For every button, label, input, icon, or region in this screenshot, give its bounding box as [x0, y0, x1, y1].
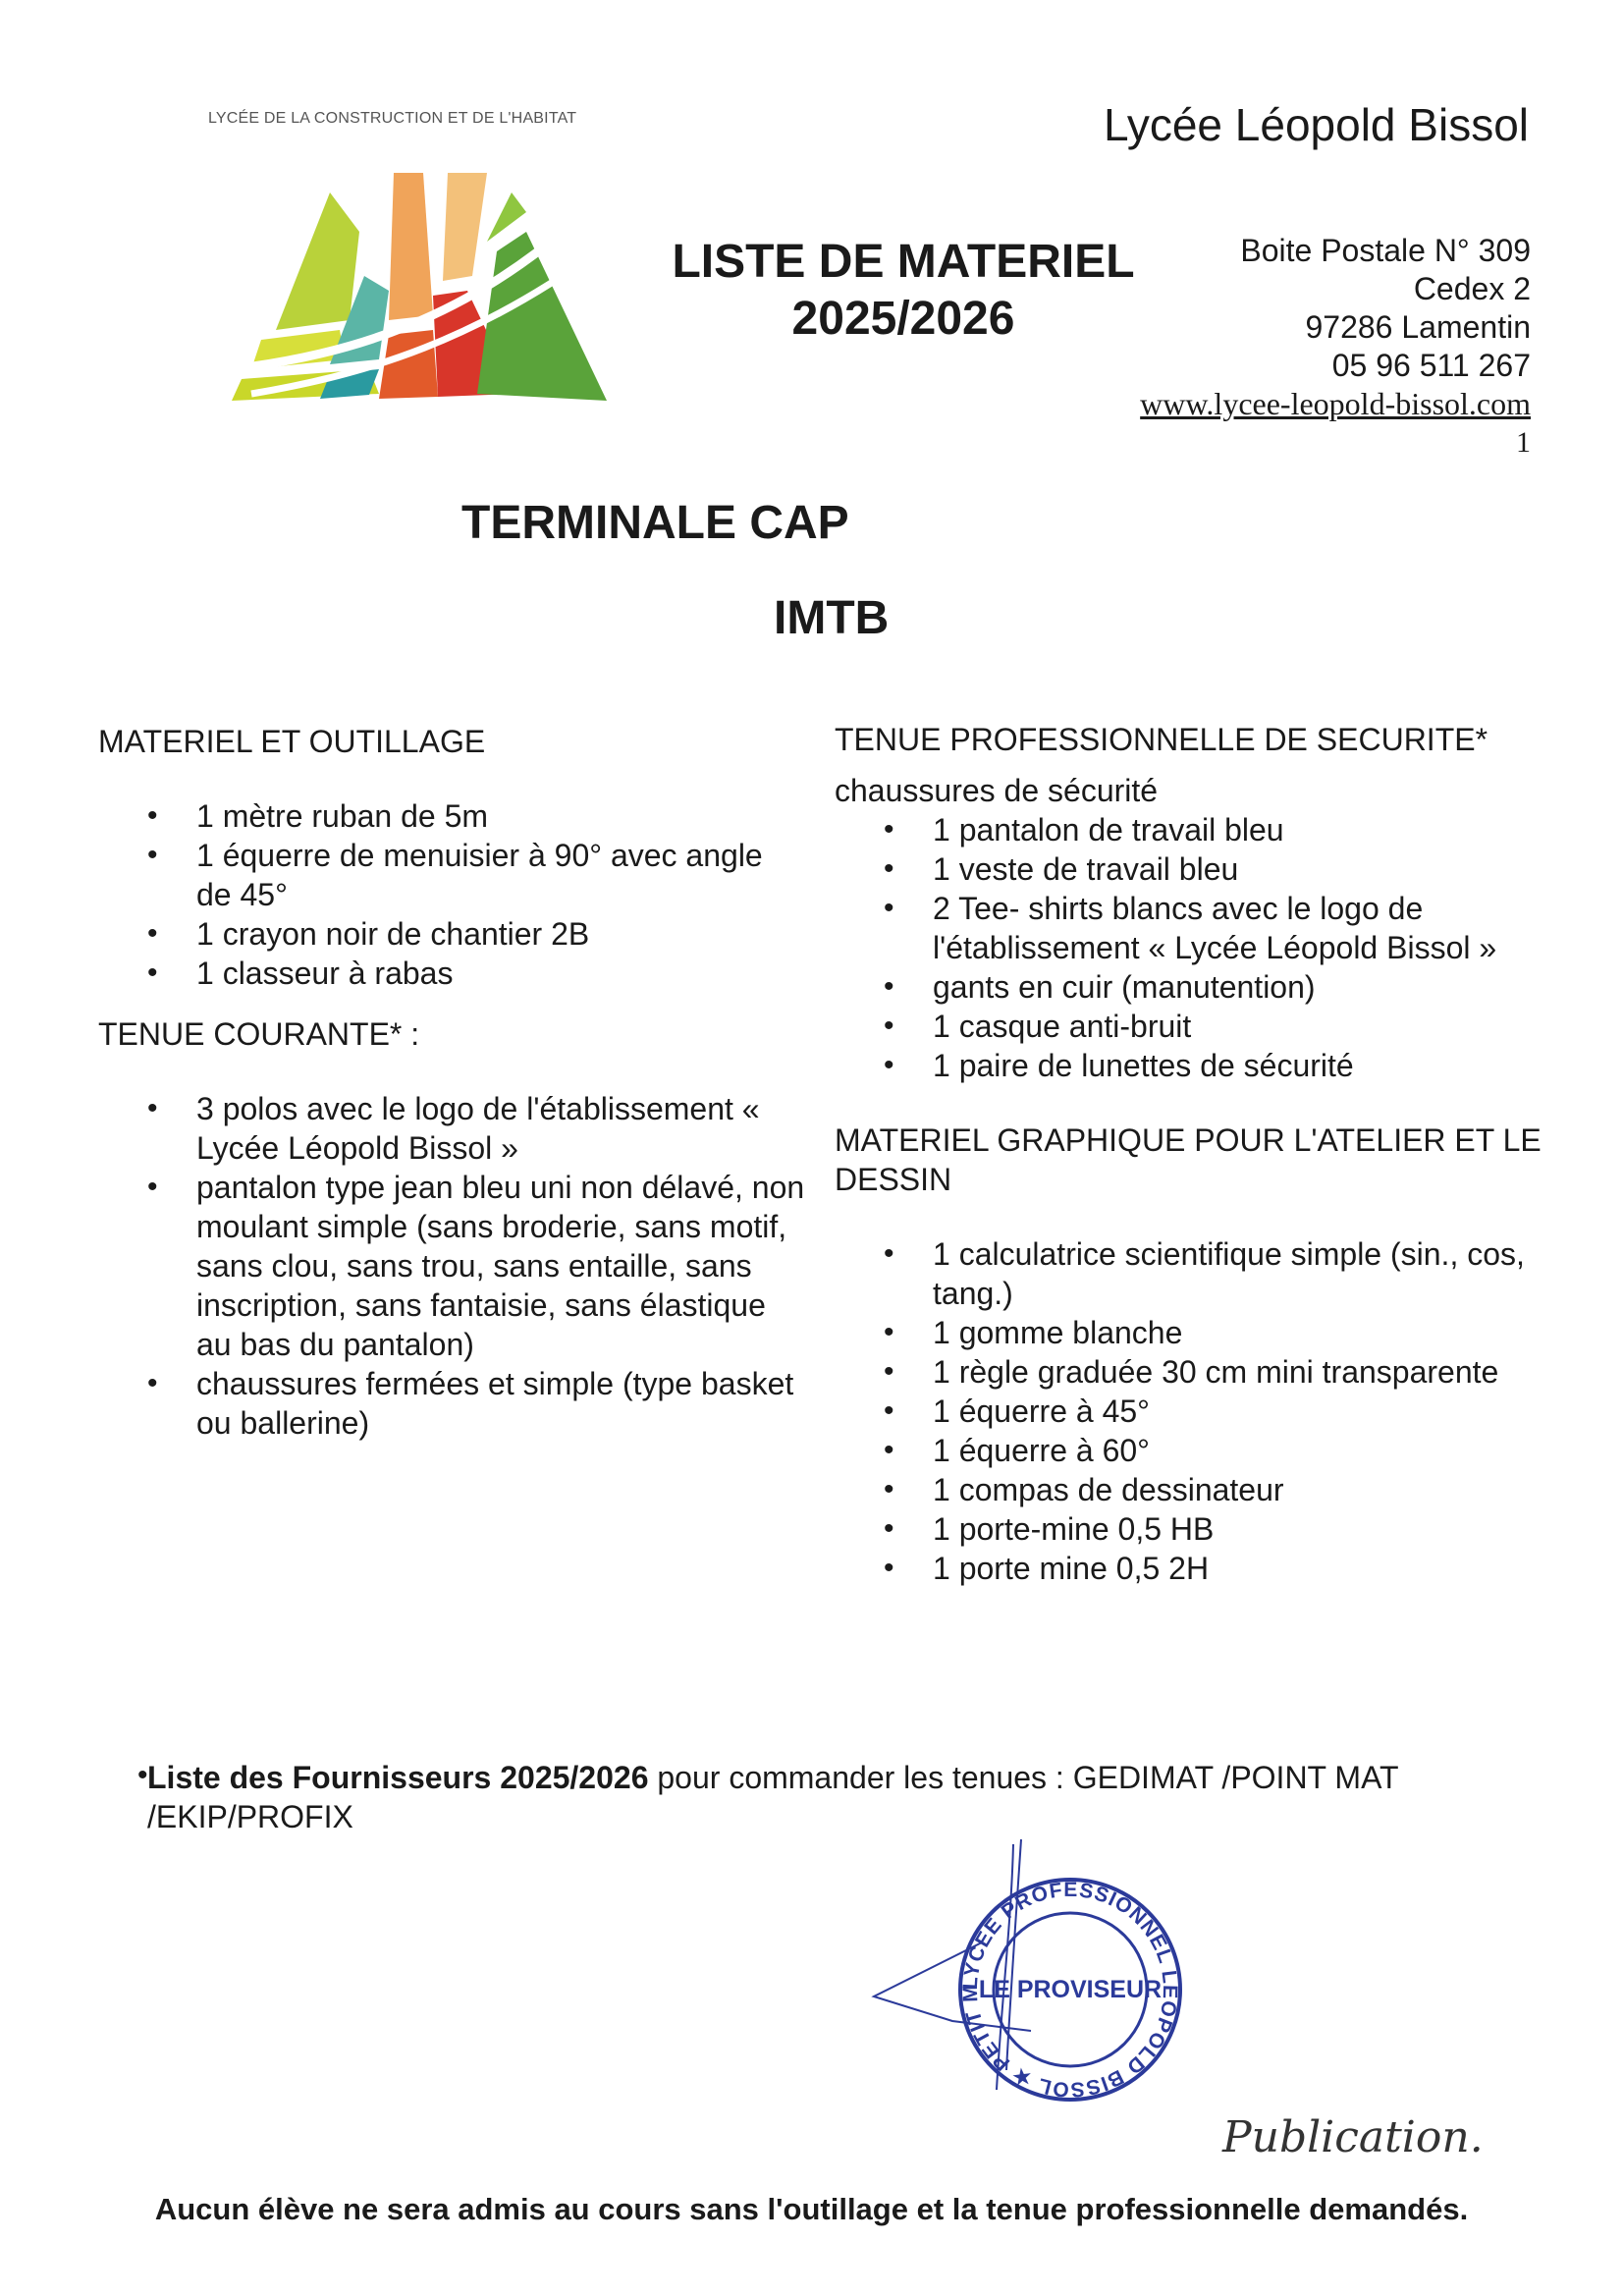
title-line-1: LISTE DE MATERIEL: [672, 236, 1135, 288]
list-item: • 1 porte-mine 0,5 HB: [835, 1509, 1542, 1549]
school-name: Lycée Léopold Bissol: [1103, 99, 1529, 150]
tenue-pro-list: [835, 810, 1542, 1085]
class-level: TERMINALE CAP: [461, 497, 849, 549]
list-item: • 1 veste de travail bleu: [835, 849, 1542, 889]
school-tagline: LYCÉE DE LA CONSTRUCTION ET DE L'HABITAT: [208, 110, 577, 127]
suppliers-note: [137, 1758, 1522, 1836]
tenue-pro-intro: chaussures de sécurité: [835, 773, 1159, 808]
stamp-ring-text: LYCÉE PROFESSIONNEL LÉOPOLD BISSOL ★ PETIT M: [958, 1878, 1182, 2102]
list-item: • 1 équerre à 45°: [835, 1392, 1542, 1431]
list-item: • 1 classeur à rabas: [98, 954, 805, 993]
stamp-center-text: LE PROVISEUR: [978, 1976, 1163, 2003]
list-item: • gants en cuir (manutention): [835, 967, 1542, 1007]
left-column: [98, 722, 805, 1443]
materiel-list: [98, 796, 805, 993]
website-link[interactable]: www.lycee-leopold-bissol.com: [1140, 386, 1531, 421]
list-item: • 1 règle graduée 30 cm mini transparente: [835, 1352, 1542, 1392]
section-heading-tenue-pro: TENUE PROFESSIONNELLE DE SECURITE*: [835, 722, 1488, 757]
suppliers-text: pour commander les tenues : GEDIMAT /POINT MAT /EKIP/PROFIX: [147, 1760, 1398, 1834]
list-item: • 1 crayon noir de chantier 2B: [98, 914, 805, 954]
suppliers-label: Liste des Fournisseurs 2025/2026: [147, 1760, 649, 1795]
list-item: • 1 paire de lunettes de sécurité: [835, 1046, 1542, 1085]
list-item: • 1 équerre à 60°: [835, 1431, 1542, 1470]
list-item: • 1 porte mine 0,5 2H: [835, 1549, 1542, 1588]
phone: 05 96 511 267: [1331, 348, 1531, 383]
right-column: [835, 720, 1542, 1588]
list-item: • 3 polos avec le logo de l'établissement « Lycée Léopold Bissol »: [98, 1089, 805, 1168]
list-item: • 1 compas de dessinateur: [835, 1470, 1542, 1509]
list-item: • 1 pantalon de travail bleu: [835, 810, 1542, 849]
svg-text:LYCÉE PROFESSIONNEL LÉOPOLD BI: [864, 1834, 1181, 2101]
official-stamp: [864, 1834, 1188, 2124]
city: 97286 Lamentin: [1305, 309, 1531, 345]
list-item: • 1 mètre ruban de 5m: [98, 796, 805, 836]
cedex: Cedex 2: [1413, 271, 1531, 306]
list-item: • chaussures fermées et simple (type basket ou ballerine): [98, 1364, 805, 1443]
list-item: • 1 calculatrice scientifique simple (sin., cos, tang.): [835, 1234, 1542, 1313]
signature-text: Publication.: [1222, 2112, 1484, 2162]
section-heading-tenue-courante: TENUE COURANTE* :: [98, 1016, 420, 1052]
school-logo: [232, 173, 615, 418]
handwritten-signature: [1217, 2098, 1484, 2181]
page-number: 1: [1516, 426, 1531, 459]
list-item: • 1 gomme blanche: [835, 1313, 1542, 1352]
list-item: • 1 équerre de menuisier à 90° avec angle de 45°: [98, 836, 805, 914]
document-title: [609, 234, 1198, 348]
section-heading-materiel: MATERIEL ET OUTILLAGE: [98, 724, 486, 759]
list-item: • 2 Tee- shirts blancs avec le logo de l'établissement « Lycée Léopold Bissol »: [835, 889, 1542, 967]
contact-block: [1140, 232, 1531, 462]
title-line-2: 2025/2026: [791, 293, 1015, 345]
tenue-courante-list: [98, 1089, 805, 1443]
po-box: Boite Postale N° 309: [1240, 233, 1531, 268]
graphique-list: [835, 1234, 1542, 1588]
list-item: • pantalon type jean bleu uni non délavé, non moulant simple (sans broderie, sans motif, sans clou, sans trou, sans entaille, sans inscription, sans fantaisie, sans élastique au bas du pantalon): [98, 1168, 805, 1364]
section-heading-graphique: MATERIEL GRAPHIQUE POUR L'ATELIER ET LE DESSIN: [835, 1122, 1542, 1197]
list-item: • 1 casque anti-bruit: [835, 1007, 1542, 1046]
specialty: IMTB: [774, 592, 890, 644]
footer-notice: Aucun élève ne sera admis au cours sans l'outillage et la tenue professionnelle demandés.: [154, 2192, 1469, 2226]
bullet-icon: •: [137, 1759, 148, 1791]
